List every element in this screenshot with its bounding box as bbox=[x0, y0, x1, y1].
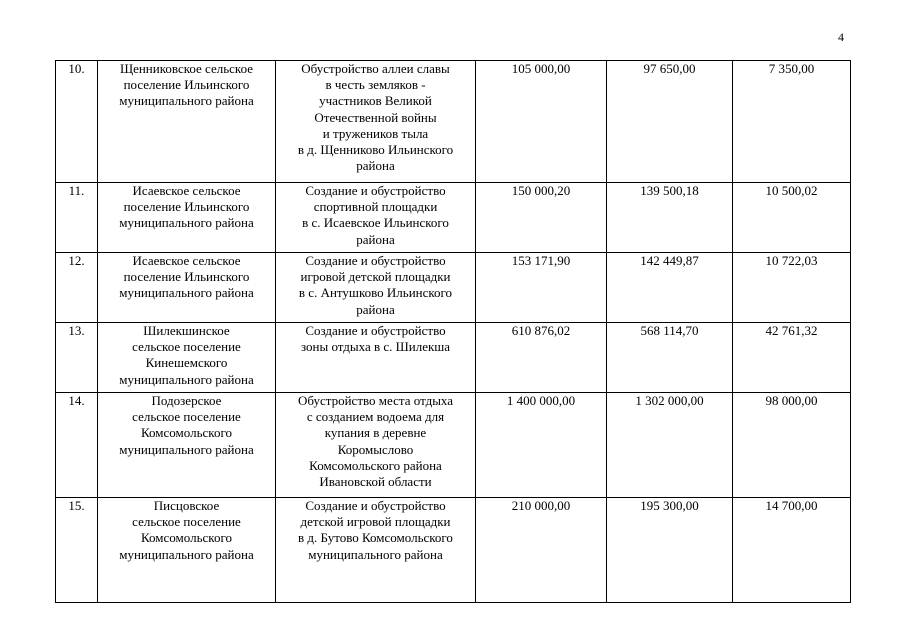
local-amount-cell: 7 350,00 bbox=[733, 61, 851, 183]
recipient-cell: Подозерское сельское поселение Комсомольского муниципального района bbox=[98, 393, 276, 498]
local-amount-cell: 10 722,03 bbox=[733, 253, 851, 323]
recipient-cell: Исаевское сельское поселение Ильинского муниципального района bbox=[98, 253, 276, 323]
project-cell: Создание и обустройство детской игровой площадки в д. Бутово Комсомольского муниципального района bbox=[276, 498, 476, 603]
grant-table bbox=[55, 60, 851, 603]
regional-amount-cell: 97 650,00 bbox=[607, 61, 733, 183]
regional-amount-cell: 568 114,70 bbox=[607, 323, 733, 393]
project-cell: Создание и обустройство игровой детской площадки в с. Антушково Ильинского района bbox=[276, 253, 476, 323]
local-amount-cell: 10 500,02 bbox=[733, 183, 851, 253]
project-cell: Создание и обустройство спортивной площадки в с. Исаевское Ильинского района bbox=[276, 183, 476, 253]
page-number: 4 bbox=[838, 30, 844, 44]
recipient-cell: Исаевское сельское поселение Ильинского муниципального района bbox=[98, 183, 276, 253]
total-amount-cell: 105 000,00 bbox=[476, 61, 607, 183]
table-row bbox=[56, 61, 851, 183]
row-number: 15. bbox=[56, 498, 98, 603]
table-row bbox=[56, 323, 851, 393]
table-row bbox=[56, 393, 851, 498]
row-number: 14. bbox=[56, 393, 98, 498]
local-amount-cell: 42 761,32 bbox=[733, 323, 851, 393]
row-number: 13. bbox=[56, 323, 98, 393]
row-number: 11. bbox=[56, 183, 98, 253]
recipient-cell: Шилекшинское сельское поселение Кинешемского муниципального района bbox=[98, 323, 276, 393]
regional-amount-cell: 142 449,87 bbox=[607, 253, 733, 323]
table-row bbox=[56, 253, 851, 323]
regional-amount-cell: 139 500,18 bbox=[607, 183, 733, 253]
total-amount-cell: 1 400 000,00 bbox=[476, 393, 607, 498]
local-amount-cell: 14 700,00 bbox=[733, 498, 851, 603]
local-amount-cell: 98 000,00 bbox=[733, 393, 851, 498]
regional-amount-cell: 195 300,00 bbox=[607, 498, 733, 603]
row-number: 12. bbox=[56, 253, 98, 323]
recipient-cell: Писцовское сельское поселение Комсомольского муниципального района bbox=[98, 498, 276, 603]
recipient-cell: Щенниковское сельское поселение Ильинского муниципального района bbox=[98, 61, 276, 183]
total-amount-cell: 210 000,00 bbox=[476, 498, 607, 603]
project-cell: Обустройство аллеи славы в честь земляков - участников Великой Отечественной войны и тружеников тыла в д. Щенниково Ильинского района bbox=[276, 61, 476, 183]
project-cell: Обустройство места отдыха с созданием водоема для купания в деревне Коромыслово Комсомольского района Ивановской области bbox=[276, 393, 476, 498]
total-amount-cell: 153 171,90 bbox=[476, 253, 607, 323]
total-amount-cell: 150 000,20 bbox=[476, 183, 607, 253]
regional-amount-cell: 1 302 000,00 bbox=[607, 393, 733, 498]
table-row bbox=[56, 183, 851, 253]
row-number: 10. bbox=[56, 61, 98, 183]
project-cell: Создание и обустройство зоны отдыха в с. Шилекша bbox=[276, 323, 476, 393]
table-row bbox=[56, 498, 851, 603]
total-amount-cell: 610 876,02 bbox=[476, 323, 607, 393]
